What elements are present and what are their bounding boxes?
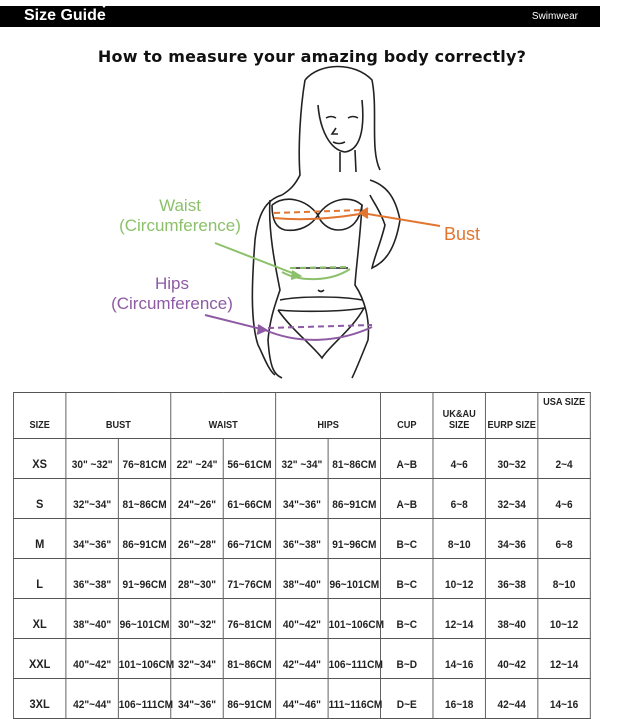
cell-waist-cm: 56~61CM (223, 439, 275, 479)
header-category: Swimwear (531, 11, 578, 22)
cell-usa: 8~10 (538, 559, 590, 599)
cell-cup: A~B (381, 479, 433, 519)
table-row (13, 599, 590, 639)
table-row (13, 639, 590, 679)
cell-usa: 4~6 (538, 479, 590, 519)
cell-cup: B~C (381, 559, 433, 599)
cell-eurp: 32~34 (485, 479, 537, 519)
cell-hips-cm: 81~86CM (328, 439, 380, 479)
cell-hips-cm: 101~106CM (328, 599, 380, 639)
hips-label-title: Hips (154, 274, 189, 293)
hips-label-sub: (Circumference) (111, 294, 233, 313)
cell-hips-cm: 96~101CM (328, 559, 380, 599)
col-hips: HIPS (276, 393, 381, 439)
cell-cup: D~E (381, 679, 433, 719)
cell-hips-in: 42"~44" (276, 639, 328, 679)
cell-waist-cm: 71~76CM (223, 559, 275, 599)
cell-bust-cm: 101~106CM (118, 639, 170, 679)
cell-bust-in: 36"~38" (66, 559, 118, 599)
cell-waist-in: 22" ~24" (171, 439, 223, 479)
header-notch (99, 2, 109, 8)
col-usa: USA SIZE (538, 393, 590, 439)
cell-ukau: 14~16 (433, 639, 485, 679)
cell-bust-cm: 106~111CM (118, 679, 170, 719)
cell-cup: B~C (381, 519, 433, 559)
cell-size: 3XL (13, 679, 65, 719)
cell-waist-in: 34"~36" (171, 679, 223, 719)
cell-usa: 2~4 (538, 439, 590, 479)
cell-hips-in: 38"~40" (276, 559, 328, 599)
cell-cup: A~B (381, 439, 433, 479)
cell-ukau: 10~12 (433, 559, 485, 599)
table-header-row (13, 393, 590, 439)
cell-usa: 14~16 (538, 679, 590, 719)
cell-eurp: 36~38 (485, 559, 537, 599)
cell-waist-cm: 66~71CM (223, 519, 275, 559)
cell-hips-cm: 111~116CM (328, 679, 380, 719)
cell-eurp: 40~42 (485, 639, 537, 679)
cell-size: XL (13, 599, 65, 639)
cell-bust-in: 42"~44" (66, 679, 118, 719)
cell-bust-cm: 81~86CM (118, 479, 170, 519)
cell-size: M (13, 519, 65, 559)
cell-waist-cm: 81~86CM (223, 639, 275, 679)
table-row (13, 479, 590, 519)
cell-cup: B~D (381, 639, 433, 679)
cell-bust-cm: 76~81CM (118, 439, 170, 479)
page-heading: How to measure your amazing body correctly? (97, 47, 527, 66)
cell-bust-in: 40"~42" (66, 639, 118, 679)
waist-label-sub: (Circumference) (119, 216, 241, 235)
cell-usa: 6~8 (538, 519, 590, 559)
cell-hips-cm: 86~91CM (328, 479, 380, 519)
cell-waist-in: 26"~28" (171, 519, 223, 559)
col-bust: BUST (66, 393, 171, 439)
cell-usa: 12~14 (538, 639, 590, 679)
cell-eurp: 34~36 (485, 519, 537, 559)
cell-ukau: 16~18 (433, 679, 485, 719)
cell-bust-in: 34"~36" (66, 519, 118, 559)
cell-eurp: 38~40 (485, 599, 537, 639)
bust-measure-line (274, 208, 440, 226)
cell-hips-cm: 91~96CM (328, 519, 380, 559)
col-waist: WAIST (171, 393, 276, 439)
cell-ukau: 12~14 (433, 599, 485, 639)
cell-bust-in: 32"~34" (66, 479, 118, 519)
cell-bust-in: 30" ~32" (66, 439, 118, 479)
table-row (13, 679, 590, 719)
cell-hips-in: 32" ~34" (276, 439, 328, 479)
body-measurement-illustration (0, 60, 600, 380)
cell-size: S (13, 479, 65, 519)
cell-eurp: 42~44 (485, 679, 537, 719)
cell-waist-cm: 86~91CM (223, 679, 275, 719)
hips-measure-line (205, 315, 372, 340)
cell-eurp: 30~32 (485, 439, 537, 479)
size-chart-table (13, 392, 591, 719)
table-row (13, 439, 590, 479)
cell-cup: B~C (381, 599, 433, 639)
cell-hips-cm: 106~111CM (328, 639, 380, 679)
cell-bust-cm: 91~96CM (118, 559, 170, 599)
cell-waist-cm: 76~81CM (223, 599, 275, 639)
cell-hips-in: 34"~36" (276, 479, 328, 519)
cell-size: XS (13, 439, 65, 479)
col-eurp: EURP SIZE (485, 393, 537, 439)
header-title: Size Guide (24, 7, 106, 24)
waist-label (100, 196, 260, 236)
cell-bust-cm: 86~91CM (118, 519, 170, 559)
cell-waist-in: 30"~32" (171, 599, 223, 639)
col-ukau: UK&AU SIZE (433, 393, 485, 439)
cell-hips-in: 40"~42" (276, 599, 328, 639)
table-row (13, 559, 590, 599)
cell-ukau: 8~10 (433, 519, 485, 559)
cell-size: XXL (13, 639, 65, 679)
table-row (13, 519, 590, 559)
cell-hips-in: 44"~46" (276, 679, 328, 719)
cell-waist-in: 28"~30" (171, 559, 223, 599)
waist-label-title: Waist (159, 196, 201, 215)
cell-waist-in: 32"~34" (171, 639, 223, 679)
col-cup: CUP (381, 393, 433, 439)
header-bar (0, 6, 600, 27)
cell-waist-in: 24"~26" (171, 479, 223, 519)
cell-waist-cm: 61~66CM (223, 479, 275, 519)
cell-bust-in: 38"~40" (66, 599, 118, 639)
cell-usa: 10~12 (538, 599, 590, 639)
cell-size: L (13, 559, 65, 599)
woman-figure (252, 67, 400, 379)
col-size: SIZE (13, 393, 65, 439)
cell-hips-in: 36"~38" (276, 519, 328, 559)
hips-label (92, 274, 252, 314)
cell-ukau: 6~8 (433, 479, 485, 519)
cell-bust-cm: 96~101CM (118, 599, 170, 639)
cell-ukau: 4~6 (433, 439, 485, 479)
bust-label: Bust (444, 224, 481, 244)
